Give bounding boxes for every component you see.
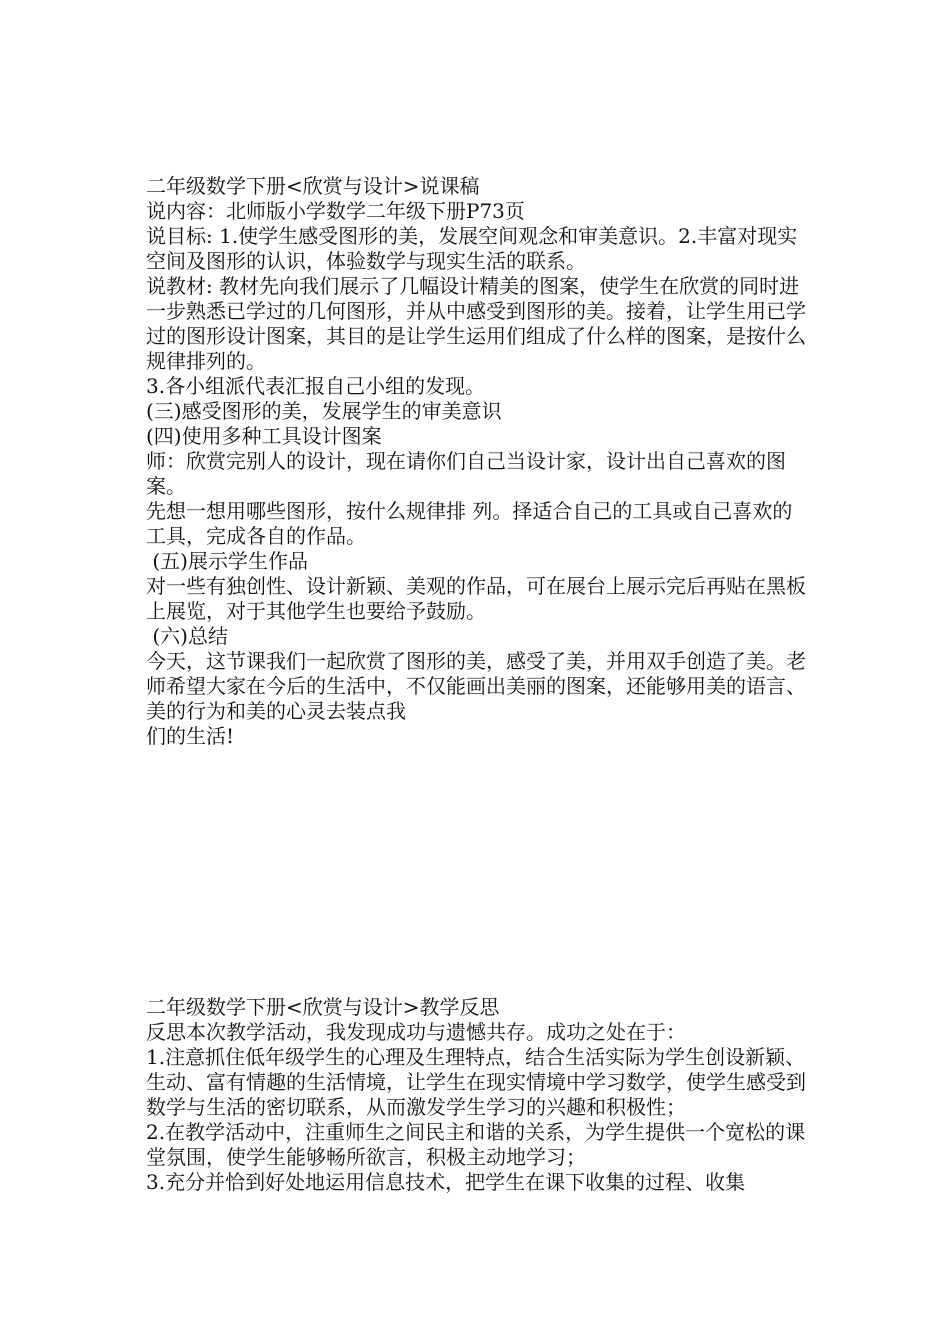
- lecture-script-section: [146, 174, 810, 749]
- lecture-step-3: 3.各小组派代表汇报自己小组的发现。: [146, 374, 486, 398]
- teaching-reflection-section: [146, 995, 810, 1195]
- lecture-title: 二年级数学下册<欣赏与设计>说课稿: [146, 174, 480, 198]
- lecture-design-paragraph: 先想一想用哪些图形，按什么规律排 列。择适合自己的工具或自己喜欢的工具，完成各自的作品。: [146, 499, 793, 548]
- lecture-teacher-paragraph: 师：欣赏完别人的设计，现在请你们自己当设计家，设计出自己喜欢的图案。: [146, 449, 786, 498]
- lecture-heading-4: (四)使用多种工具设计图案: [146, 424, 382, 448]
- reflection-point-1: 1.注意抓住低年级学生的心理及生理特点，结合生活实际为学生创设新颖、生动、富有情趣的生活情境，让学生在现实情境中学习数学，使学生感受到数学与生活的密切联系，从而激发学生学习的兴趣和积极性；: [146, 1045, 806, 1119]
- lecture-exhibit-paragraph: 对一些有独创性、设计新颖、美观的作品，可在展台上展示完后再贴在黑板上展览，对于其他学生也要给予鼓励。: [146, 574, 806, 623]
- lecture-content-line: 说内容：北师版小学数学二年级下册P73页: [146, 199, 525, 223]
- reflection-point-3: 3.充分并恰到好处地运用信息技术，把学生在课下收集的过程、收集: [146, 1170, 746, 1194]
- lecture-heading-6: (六)总结: [146, 624, 228, 648]
- lecture-textbook-paragraph: 说教材: 教材先向我们展示了几幅设计精美的图案，使学生在欣赏的同时进一步熟悉已学过的几何图形，并从中感受到图形的美。接着，让学生用已学过的图形设计图案，其目的是让学生运用们组成了什么样的图案，是按什么规律排列的。: [146, 274, 806, 373]
- reflection-intro: 反思本次教学活动，我发现成功与遗憾共存。成功之处在于：: [146, 1020, 686, 1044]
- lecture-heading-5: (五)展示学生作品: [146, 549, 308, 573]
- lecture-summary-paragraph: 今天，这节课我们一起欣赏了图形的美，感受了美，并用双手创造了美。老师希望大家在今后的生活中，不仅能画出美丽的图案，还能够用美的语言、美的行为和美的心灵去装点我: [146, 649, 806, 723]
- lecture-goals-paragraph: 说目标: 1.使学生感受图形的美，发展空间观念和审美意识。2.丰富对现实空间及图形的认识，体验数学与现实生活的联系。: [146, 224, 798, 273]
- reflection-point-2: 2.在教学活动中，注重师生之间民主和谐的关系，为学生提供一个宽松的课堂氛围，使学生能够畅所欲言，积极主动地学习；: [146, 1120, 806, 1169]
- reflection-title: 二年级数学下册<欣赏与设计>教学反思: [146, 995, 500, 1019]
- lecture-heading-3: (三)感受图形的美，发展学生的审美意识: [146, 399, 502, 423]
- lecture-summary-end: 们的生活!: [146, 724, 235, 748]
